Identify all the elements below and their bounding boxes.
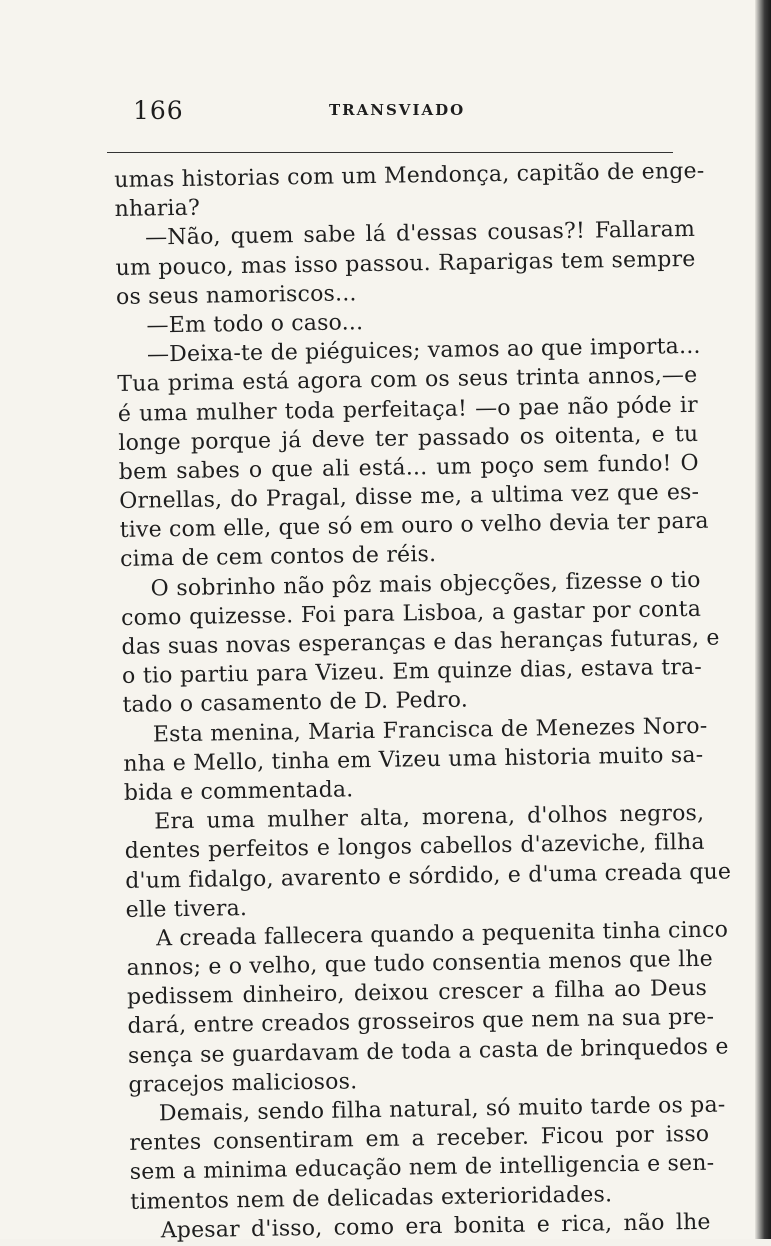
text-line: Ornellas, do Pragal, disse me, a ultima vez que es- (119, 479, 700, 515)
text-line: timentos nem de delicadas exterioridades. (130, 1181, 613, 1215)
text-line: bem sabes o que ali está... um poço sem fundo! O (118, 450, 699, 485)
header-rule (107, 152, 673, 153)
body-text (114, 157, 732, 1246)
text-line: bida e commentada. (123, 777, 354, 806)
text-line: sem a minima educação nem de intelligencia e sen- (129, 1151, 715, 1186)
text-line: elle tivera. (125, 895, 248, 923)
text-line: —Deixa-te de piéguices; vamos ao que importa... (146, 333, 701, 368)
text-line: dará, entre creados grosseiros que nem na sua pre- (127, 1005, 715, 1040)
text-line: um pouco, mas isso passou. Raparigas tem sempre (115, 246, 696, 281)
text-line: O sobrinho não pôz mais objecções, fizesse o tio (150, 567, 701, 602)
text-line: nharia? (114, 195, 201, 223)
text-line: cima de cem contos de réis. (119, 542, 437, 573)
text-line: —Não, quem sabe lá d'essas cousas?! Fallaram (144, 217, 696, 251)
text-line: Era uma mulher alta, morena, d'olhos negros, (154, 800, 705, 835)
text-line: pedissem dinheiro, deixou crescer a filha ao Deus (126, 976, 708, 1011)
text-line: dentes perfeitos e longos cabellos d'azeviche, filha (124, 830, 705, 865)
text-line: longe porque já deve ter passado os oitenta, e tu (118, 421, 699, 456)
text-line: umas historias com um Mendonça, capitão de enge- (114, 158, 705, 193)
text-line: das suas novas esperanças e das heranças futuras, e (121, 625, 720, 660)
text-line: Esta menina, Maria Francisca de Menezes Noro- (152, 713, 708, 748)
text-line: nha e Mello, tinha em Vizeu uma historia muito sa- (123, 742, 704, 777)
text-line: tive com elle, que só em ouro o velho devia ter para (119, 508, 709, 544)
text-line: annos; e o velho, que tudo consentia menos que lhe (126, 946, 714, 981)
text-line: A creada fallecera quando a pequenita tinha cinco (155, 917, 729, 952)
text-line: o tio partiu para Vizeu. Em quinze dias, estava tra- (121, 655, 703, 690)
text-line: d'um fidalgo, avarento e sórdido, e d'uma creada que (125, 858, 732, 894)
text-line: sença se guardavam de toda a casta de brinquedos e (127, 1034, 729, 1069)
text-line: como quizesse. Foi para Lisboa, a gastar por conta (120, 596, 702, 631)
text-line: —Em todo o caso... (146, 310, 364, 339)
text-line: rentes consentiram em a receber. Ficou por isso (129, 1121, 710, 1157)
text-line: gracejos maliciosos. (128, 1069, 358, 1098)
text-line: os seus namoriscos... (115, 280, 357, 310)
text-line: Demais, sendo filha natural, só muito tarde os pa- (158, 1092, 726, 1127)
running-title: TRANSVIADO (329, 101, 466, 119)
text-line: é uma mulher toda perfeitaça! —o pae não póde ir (117, 392, 699, 427)
page-header (133, 96, 673, 130)
page-edge-shadow (755, 0, 771, 1239)
text-line: Apesar d'isso, como era bonita e rica, não lhe (160, 1209, 711, 1244)
text-line: Tua prima está agora com os seus trinta annos,—e (117, 363, 698, 398)
page-number: 166 (133, 96, 184, 125)
text-line: tado o casamento de D. Pedro. (122, 687, 469, 719)
